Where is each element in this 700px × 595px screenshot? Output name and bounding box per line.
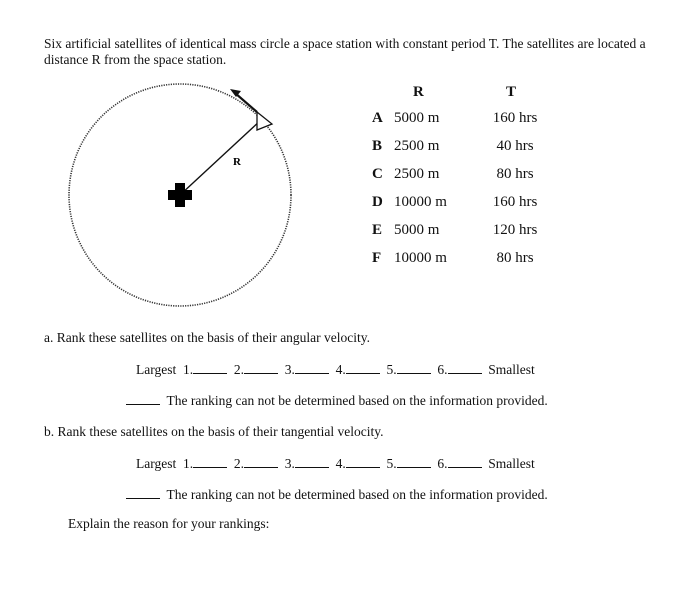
rank-number: 6.	[437, 456, 448, 471]
rank-blank-3[interactable]	[295, 455, 329, 468]
orbit-diagram	[60, 80, 300, 310]
rank-number: 4.	[335, 456, 346, 471]
period-value: 40 hrs	[496, 138, 534, 154]
radius-value: 10000 m	[394, 250, 447, 266]
satellite-icon	[257, 112, 272, 130]
rank-blank-3[interactable]	[295, 361, 329, 374]
smallest-label: Smallest	[488, 456, 535, 471]
smallest-label: Smallest	[488, 362, 535, 377]
rank-blank-5[interactable]	[397, 455, 431, 468]
cannot-determine-blank[interactable]	[126, 392, 160, 405]
velocity-arrow-icon	[230, 89, 257, 112]
rank-number: 4.	[335, 362, 346, 377]
rank-number: 3.	[284, 456, 295, 471]
radius-value: 2500 m	[394, 166, 440, 182]
ranking-row-b	[136, 455, 535, 472]
rank-blank-2[interactable]	[244, 361, 278, 374]
satellite-label: D	[372, 194, 383, 210]
rank-number: 1.	[183, 456, 194, 471]
cannot-determine-text: The ranking can not be determined based on the information provided.	[166, 393, 548, 408]
rank-blank-6[interactable]	[448, 361, 482, 374]
explain-prompt: Explain the reason for your rankings:	[68, 516, 270, 531]
rank-blank-4[interactable]	[346, 455, 380, 468]
table-row	[372, 222, 562, 242]
rank-blank-5[interactable]	[397, 361, 431, 374]
satellite-label: E	[372, 222, 383, 238]
period-value: 80 hrs	[496, 250, 534, 266]
table-row	[372, 110, 562, 130]
largest-label: Largest	[136, 362, 177, 377]
cannot-determine-blank[interactable]	[126, 486, 160, 499]
period-value: 160 hrs	[492, 110, 538, 126]
rank-number: 1.	[183, 362, 194, 377]
radius-line	[180, 120, 261, 195]
satellite-label: F	[372, 250, 382, 266]
ranking-row-a	[136, 361, 535, 378]
rank-number: 6.	[437, 362, 448, 377]
rank-number: 5.	[386, 456, 397, 471]
column-header-r: R	[413, 84, 424, 100]
satellite-label: B	[372, 138, 383, 154]
radius-label: R	[233, 156, 241, 168]
cannot-determine-row-a	[126, 392, 548, 409]
column-header-t: T	[506, 84, 517, 100]
rank-blank-1[interactable]	[193, 455, 227, 468]
radius-value: 5000 m	[394, 110, 440, 126]
table-row	[372, 194, 562, 214]
rank-blank-1[interactable]	[193, 361, 227, 374]
period-value: 120 hrs	[492, 222, 538, 238]
cannot-determine-text: The ranking can not be determined based on the information provided.	[166, 487, 548, 502]
table-row	[372, 166, 562, 186]
table-row	[372, 250, 562, 270]
table-row	[372, 138, 562, 158]
period-value: 160 hrs	[492, 194, 538, 210]
radius-value: 5000 m	[394, 222, 440, 238]
problem-statement: Six artificial satellites of identical mass circle a space station with constant period T. The satellites are located a distance R from the space station.	[44, 36, 646, 67]
rank-number: 5.	[386, 362, 397, 377]
period-value: 80 hrs	[496, 166, 534, 182]
radius-value: 10000 m	[394, 194, 447, 210]
satellite-label: A	[372, 110, 383, 126]
rank-blank-6[interactable]	[448, 455, 482, 468]
rank-number: 2.	[233, 456, 244, 471]
rank-number: 3.	[284, 362, 295, 377]
question-b: b. Rank these satellites on the basis of their tangential velocity.	[44, 424, 384, 439]
radius-value: 2500 m	[394, 138, 440, 154]
rank-blank-4[interactable]	[346, 361, 380, 374]
rank-blank-2[interactable]	[244, 455, 278, 468]
largest-label: Largest	[136, 456, 177, 471]
satellite-label: C	[372, 166, 383, 182]
rank-number: 2.	[233, 362, 244, 377]
cannot-determine-row-b	[126, 486, 548, 503]
question-a: a. Rank these satellites on the basis of their angular velocity.	[44, 330, 371, 345]
